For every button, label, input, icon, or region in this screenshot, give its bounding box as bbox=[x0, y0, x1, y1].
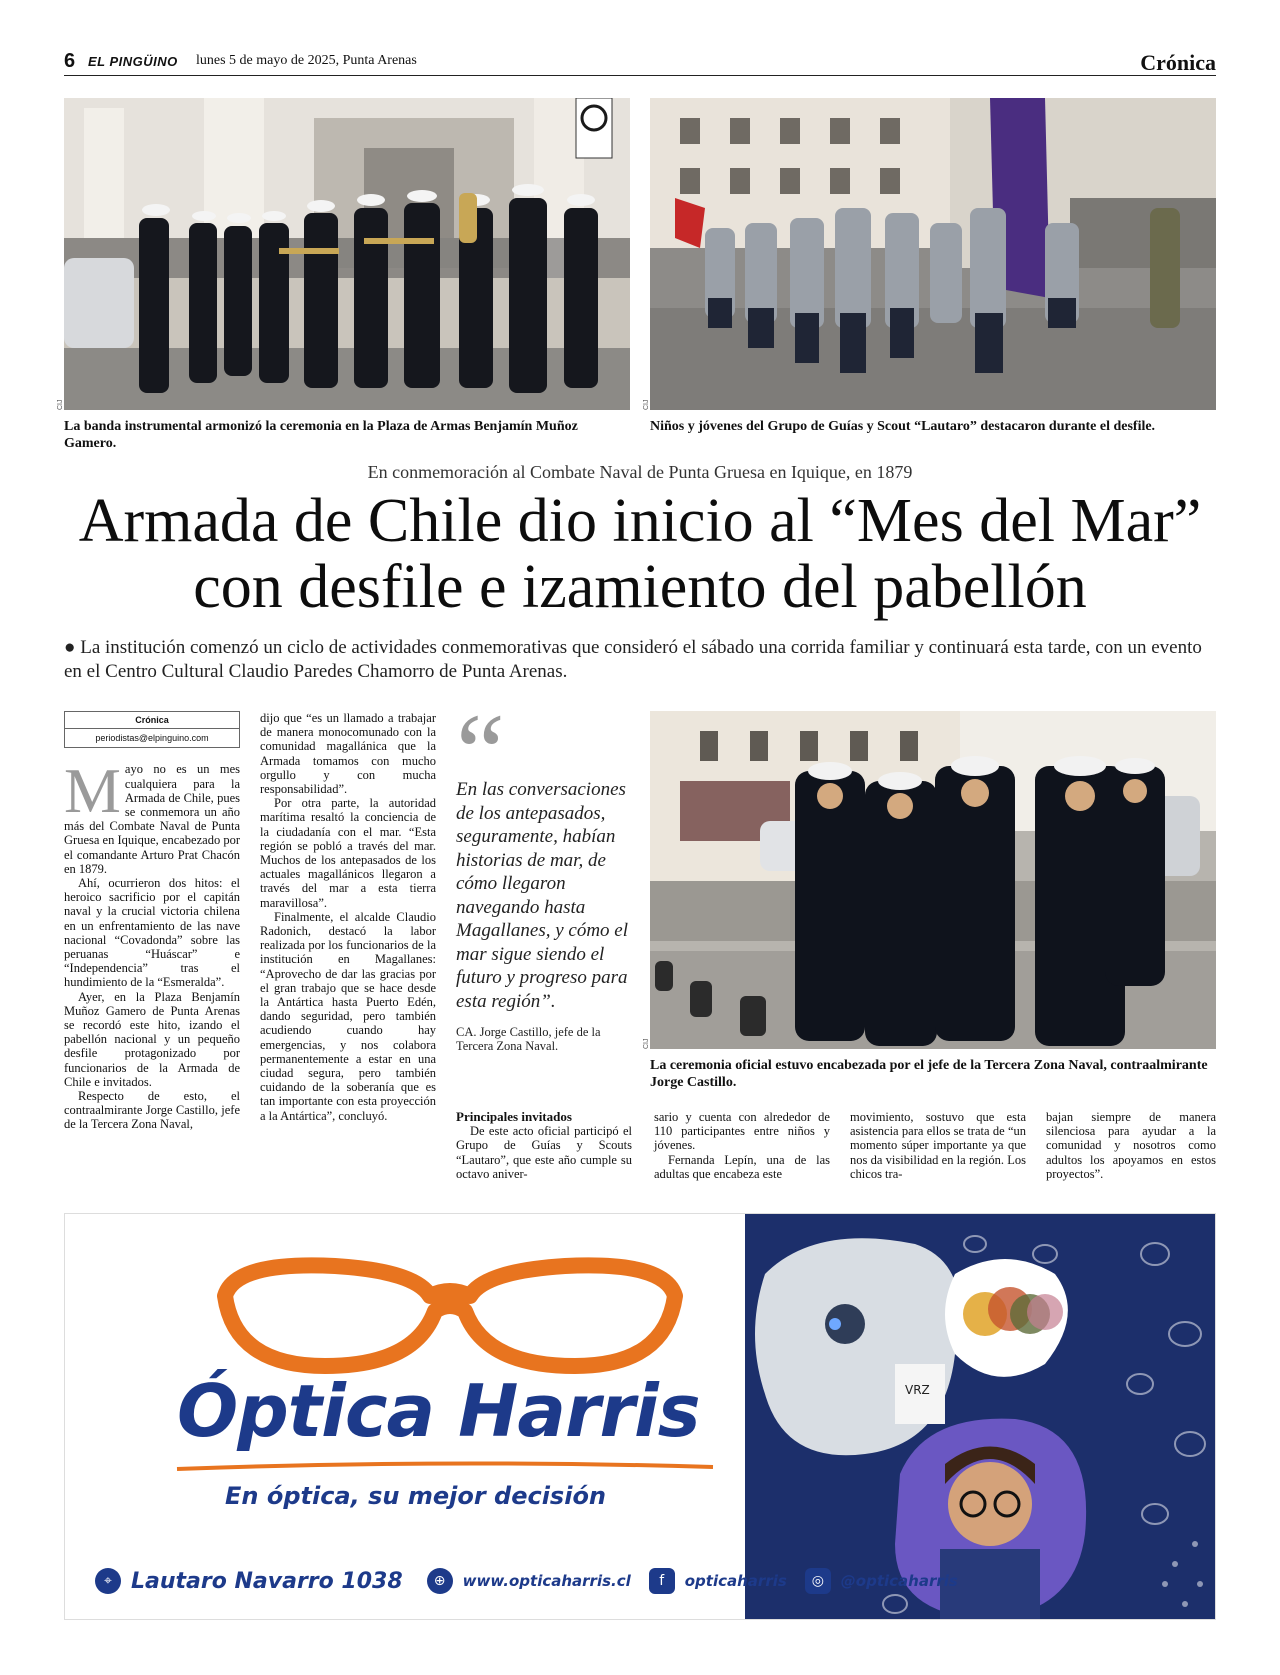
paragraph: Respecto de esto, el contraalmirante Jorge Castillo, jefe de la Tercera Zona Naval, bbox=[64, 1089, 240, 1132]
page-number: 6 bbox=[64, 50, 76, 72]
optica-harris-ad[interactable] bbox=[64, 1213, 1216, 1620]
ad-facebook[interactable]: opticaharris bbox=[684, 1572, 787, 1590]
drop-cap: M bbox=[64, 755, 121, 827]
caption-scouts-parade: Niños y jóvenes del Grupo de Guías y Scout “Lautaro” destacaron durante el desfile. bbox=[650, 419, 1156, 434]
byline-email[interactable]: periodistas@elpinguino.com bbox=[95, 733, 209, 744]
paragraph: Fernanda Lepín, una de las adultas que encabeza este bbox=[654, 1152, 830, 1181]
ad-decoration-shapes bbox=[745, 1214, 1216, 1620]
article-kicker: En conmemoración al Combate Naval de Punta Gruesa en Iquique, en 1879 bbox=[367, 462, 913, 482]
location-pin-icon: ⌖ bbox=[95, 1568, 121, 1594]
globe-icon: ⊕ bbox=[427, 1568, 453, 1594]
photo-naval-officers bbox=[650, 711, 1216, 1049]
paragraph: De este acto oficial participó el Grupo de Guías y Scouts “Lautaro”, que este año cumple su octavo aniver- bbox=[456, 1124, 632, 1181]
paragraph: Ahí, ocurrieron dos hitos: el heroico sacrificio por el capitán naval y la crucial victoria chilena en un enfrentamiento de las nave nacional “Covadonda” sobre las peruanas “Huáscar” e “Independencia” tras el hundimiento de la “Esmeralda”. bbox=[64, 876, 240, 990]
photo-credit: CIJ bbox=[643, 399, 650, 410]
article-column-3 bbox=[456, 1110, 632, 1181]
paragraph: sario y cuenta con alrededor de 110 participantes entre niños y jóvenes. bbox=[654, 1110, 830, 1153]
section-name: Crónica bbox=[1140, 50, 1216, 75]
ad-contact-bar bbox=[95, 1566, 958, 1596]
pull-quote-block bbox=[456, 691, 632, 1053]
page-header bbox=[64, 50, 1216, 76]
photo-credit: CIJ bbox=[57, 399, 64, 410]
ad-instagram[interactable]: @opticaharris bbox=[840, 1572, 958, 1590]
ad-title: Óptica Harris bbox=[177, 1369, 700, 1453]
article-column-6 bbox=[1046, 1110, 1216, 1181]
photo-scouts-parade bbox=[650, 98, 1216, 410]
glasses-logo-icon bbox=[215, 1256, 685, 1376]
paragraph: dijo que “es un llamado a trabajar de manera monocomunado con la comunidad magallánica que la Armada tomamos con mucho orgullo y con mucha responsabilidad”. bbox=[260, 711, 436, 797]
pull-quote: En las conversaciones de los antepasados, seguramente, habían historias de mar, de cómo llegaron navegando hasta Magallanes, y cómo el mar sigue siendo el futuro y progreso para esta región”. bbox=[456, 779, 629, 1012]
ad-tagline: En óptica, su mejor decisión bbox=[225, 1482, 607, 1510]
byline-section: Crónica bbox=[65, 712, 239, 729]
article-column-1 bbox=[64, 711, 240, 1132]
article-column-4 bbox=[654, 1110, 830, 1181]
article-lede: ● La institución comenzó un ciclo de actividades conmemorativas que consideró el sábado una corrida familiar y continuará esta tarde, con un evento en el Centro Cultural Claudio Paredes Chamorro de Punta Arenas. bbox=[64, 637, 1202, 682]
paragraph: bajan siempre de manera silenciosa para ayudar a la comunidad y nosotros como adultos los apoyamos en estos proyectos”. bbox=[1046, 1110, 1216, 1181]
article-column-2 bbox=[260, 711, 436, 1123]
ad-website[interactable]: www.opticaharris.cl bbox=[462, 1572, 631, 1590]
paragraph: ayo no es un mes cualquiera para la Armada de Chile, pues se conmemora un año más del Combate Naval de Punta Gruesa en Iquique, encabezado por el comandante Arturo Prat Chacón en 1879. bbox=[64, 762, 240, 876]
quote-mark: “ bbox=[456, 691, 505, 813]
byline-box bbox=[64, 711, 240, 748]
paragraph: movimiento, sostuvo que esta asistencia para ellos se trata de “un momento súper importante ya que nos da visibilidad en la región. Los chicos tra- bbox=[850, 1110, 1026, 1181]
quote-attribution: CA. Jorge Castillo, jefe de la Tercera Zona Naval. bbox=[456, 1025, 601, 1053]
ad-address: Lautaro Navarro 1038 bbox=[131, 1568, 403, 1594]
ad-underline bbox=[175, 1459, 715, 1473]
caption-band-plaza: La banda instrumental armonizó la ceremonia en la Plaza de Armas Benjamín Muñoz Gamero. bbox=[64, 419, 578, 451]
eye-chart-text: VRZ bbox=[905, 1383, 930, 1397]
article-column-5 bbox=[850, 1110, 1026, 1181]
paragraph: Por otra parte, la autoridad marítima resaltó la conciencia de la ciudadanía con el mar. “Esta región se pobló a través del mar. Muchos de los antepasados de los actuales magallánicos llegaron a través del mar a esta tierra maravillosa”. bbox=[260, 796, 436, 910]
subhead: Principales invitados bbox=[456, 1109, 572, 1124]
facebook-icon[interactable]: f bbox=[649, 1568, 675, 1594]
photo-credit: CIJ bbox=[643, 1038, 650, 1049]
newspaper-brand: EL PINGÜINO bbox=[88, 54, 178, 69]
issue-date: lunes 5 de mayo de 2025, Punta Arenas bbox=[196, 53, 417, 68]
article-headline: Armada de Chile dio inicio al “Mes del Mar” con desfile e izamiento del pabellón bbox=[78, 487, 1202, 621]
caption-naval-officers: La ceremonia oficial estuvo encabezada por el jefe de la Tercera Zona Naval, contraalmirante Jorge Castillo. bbox=[650, 1058, 1208, 1090]
instagram-icon[interactable]: ◎ bbox=[805, 1568, 831, 1594]
photo-band-plaza bbox=[64, 98, 630, 410]
paragraph: Ayer, en la Plaza Benjamín Muñoz Gamero de Punta Arenas se recordó este hito, izando el pabellón nacional y un pequeño desfile protagonizado por funcionarios de la Armada de Chile e invitados. bbox=[64, 989, 240, 1089]
paragraph: Finalmente, el alcalde Claudio Radonich, destacó la labor realizada por los funcionarios de la institución en Magallanes: “Aprovecho de dar las gracias por el gran trabajo que se hace desde la Antártica hasta Puerto Edén, dando seguridad, pero también acudiendo cuando hay emergencias, y nos colabora permanentemente a estar en una ciudad segura, pero también cuidando de la soberanía que es tan importante con esta proyección a la Antártica”, concluyó. bbox=[260, 909, 436, 1123]
